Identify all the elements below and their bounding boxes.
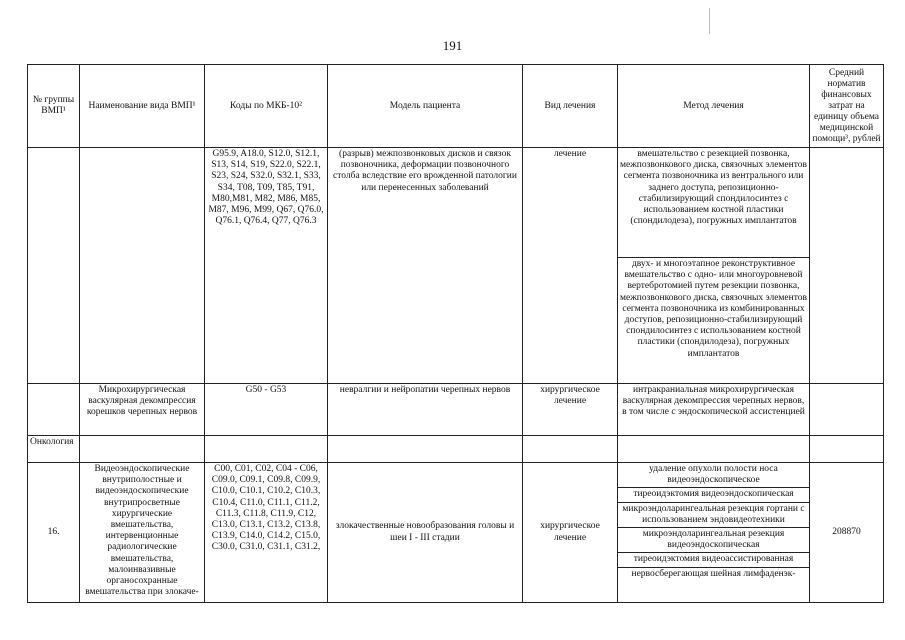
row2-group <box>28 384 80 436</box>
row1-group <box>28 148 80 384</box>
method-item: тиреоидэктомия видеоэндоскопическая <box>618 488 809 502</box>
row2-cost <box>810 384 884 436</box>
row1-cost <box>810 148 884 384</box>
method-item: вмешательство с резекцией позвонка, межпозвонкового диска, связочных элементов сегмента позвоночника из вентрального или заднего доступа, репозиционно-стабилизирующий спондилосинтез с использованием костной пластики (спондилодеза), погружных имплантатов <box>618 148 809 258</box>
row3-methods <box>618 463 810 603</box>
row2-model: невралгии и нейропатии черепных нервов <box>328 384 523 436</box>
table-row <box>28 463 884 603</box>
table-row <box>28 148 884 384</box>
row2-treatment: хирургическое лечение <box>523 384 618 436</box>
row2-name: Микрохирургическая васкулярная декомпрессия корешков черепных нервов <box>80 384 205 436</box>
table-row <box>28 384 884 436</box>
method-item: удаление опухоли полости носа видеоэндоскопическое <box>618 463 809 488</box>
vmp-table <box>27 64 884 603</box>
row3-name: Видеоэндоскопические внутриполостные и видеоэндоскопические внутрипросветные хирургические вмешательства, интервенционные радиологические вмешательства, малоинвазивные органосохранные вмешательства при злокаче- <box>80 463 205 603</box>
scan-artifact-line <box>709 8 710 34</box>
row2-method: интракраниальная микрохирургическая васкулярная декомпрессия черепных нервов, в том числе с эндоскопической ассистенцией <box>618 384 810 436</box>
row1-treatment: лечение <box>523 148 618 384</box>
header-model: Модель пациента <box>328 65 523 148</box>
row1-model: (разрыв) межпозвонковых дисков и связок позвоночника, деформации позвоночного столба вследствие его врожденной патологии или перенесенных заболеваний <box>328 148 523 384</box>
method-item: тиреоидэктомия видеоассистированная <box>618 553 809 567</box>
section-row <box>28 436 884 463</box>
table-header-row <box>28 65 884 148</box>
header-codes: Коды по МКБ-10² <box>205 65 328 148</box>
row2-codes: G50 - G53 <box>205 384 328 436</box>
header-cost: Средний норматив финансовых затрат на единицу объема медицинской помощи³, рублей <box>810 65 884 148</box>
row3-treatment: хирургическое лечение <box>523 463 618 603</box>
row1-methods <box>618 148 810 384</box>
header-treatment: Вид лечения <box>523 65 618 148</box>
section-title: Онкология <box>28 436 80 463</box>
header-group: № группы ВМП¹ <box>28 65 80 148</box>
row3-codes: C00, C01, C02, C04 - C06, C09.0, C09.1, C09.8, C09.9, C10.0, C10.1, C10.2, C10.3, C10.4, C11.0, C11.1, C11.2, C11.3, C11.8, C11.9, C12, C13.0, C13.1, C13.2, C13.8, C13.9, C14.0, C14.2, C15.0, C30.0, C31.0, C31.1, C31.2, <box>205 463 328 603</box>
method-item: микроэндоларингеальная резекция видеоэндоскопическая <box>618 528 809 553</box>
method-item: микроэндоларингеальная резекция гортани с использованием эндовидеотехники <box>618 503 809 528</box>
method-item: нервосберегающая шейная лимфаденэк- <box>631 568 796 579</box>
method-item: двух- и многоэтапное реконструктивное вмешательство с одно- или многоуровневой вертебротомией путем резекции позвонка, межпозвонкового диска, связочных элементов сегмента позвоночника из комбинированных доступов, репозиционно-стабилизирующий спондилосинтез с использованием костной пластики (спондилодеза), погружных имплантатов <box>620 259 807 359</box>
page-number: 191 <box>442 38 463 53</box>
row3-group: 16. <box>28 463 80 603</box>
row3-model: злокачественные новообразования головы и шеи I - III стадии <box>328 463 523 603</box>
header-method: Метод лечения <box>618 65 810 148</box>
row3-cost: 208870 <box>810 463 884 603</box>
header-name: Наименование вида ВМП¹ <box>80 65 205 148</box>
row1-name <box>80 148 205 384</box>
row1-codes: G95.9, A18.0, S12.0, S12.1, S13, S14, S19, S22.0, S22.1, S23, S24, S32.0, S32.1, S33, S34, T08, T09, T85, T91, M80,M81, M82, M86, M85, M87, M96, M99, Q67, Q76.0, Q76.1, Q76.4, Q77, Q76.3 <box>205 148 328 384</box>
